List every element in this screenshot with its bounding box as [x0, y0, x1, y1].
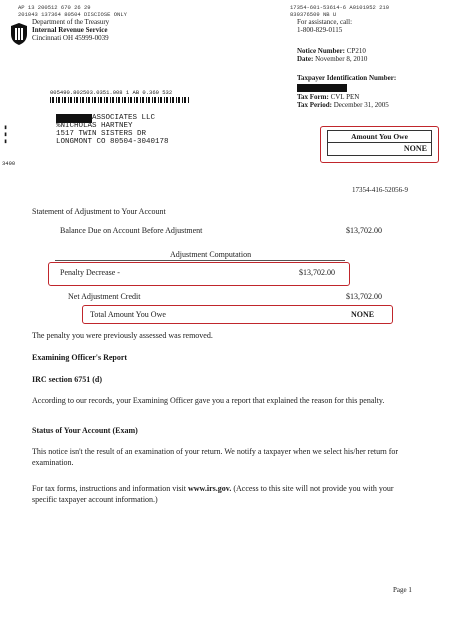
notice-number-label: Notice Number: — [297, 47, 346, 55]
agency-address: Cincinnati OH 45999-0039 — [32, 34, 109, 42]
penalty-value: $13,702.00 — [299, 268, 335, 277]
assistance-label: For assistance, call: — [297, 18, 353, 26]
date-value: November 8, 2010 — [315, 55, 368, 63]
officer-report-heading: Examining Officer's Report — [32, 353, 128, 362]
amount-owed-box — [327, 130, 432, 156]
address-barcode-number: 005490.802503.0351.008 1 AB 0.360 532 — [50, 89, 173, 96]
assistance-phone: 1-800-829-0115 — [297, 26, 343, 34]
tax-form — [297, 93, 359, 101]
page-number: Page 1 — [393, 586, 412, 594]
reference-number: 17354-416-52056-9 — [352, 186, 408, 194]
header-codes-left: AP 13 200512 670 26 29 — [18, 4, 91, 11]
net-adjustment-value: $13,702.00 — [346, 292, 382, 301]
account-status-heading: Status of Your Account (Exam) — [32, 426, 138, 435]
postal-barcode — [50, 97, 190, 103]
total-owed-label: Total Amount You Owe — [90, 310, 166, 319]
agency-name: Internal Revenue Service — [32, 26, 108, 34]
agency-department: Department of the Treasury — [32, 18, 110, 26]
irc-section-heading: IRC section 6751 (d) — [32, 375, 102, 384]
irs-website-link[interactable]: www.irs.gov. — [187, 484, 232, 493]
computation-divider — [55, 260, 345, 261]
balance-label: Balance Due on Account Before Adjustment — [60, 226, 203, 235]
account-status-text: This notice isn't the result of an examination of your return. We notify a taxpayer when we select his/her return for examination. — [32, 447, 399, 467]
tin-label: Taxpayer Identification Number: — [297, 74, 397, 82]
tax-period — [297, 101, 389, 109]
tax-forms-text-post: (Access to this site will not provide you with your specific taxpayer account information.) — [32, 484, 394, 504]
side-number: 3490 — [2, 160, 16, 167]
amount-owed-value: NONE — [403, 144, 427, 153]
notice-date — [297, 55, 367, 63]
irc-section-text: According to our records, your Examining Officer gave you a report that explained the reason for this penalty. — [32, 396, 385, 405]
header-codes-right-2: 830376509 NB U — [290, 11, 337, 18]
balance-value: $13,702.00 — [346, 226, 382, 235]
notice-number — [297, 47, 366, 55]
net-adjustment-label: Net Adjustment Credit — [68, 292, 141, 301]
tax-forms-text — [32, 484, 410, 505]
computation-heading: Adjustment Computation — [170, 250, 252, 259]
header-codes-left-2: 201043 137364 80504 DISCIOSE ONLY — [18, 11, 127, 18]
date-label: Date: — [297, 55, 314, 63]
tax-period-label: Tax Period: — [297, 101, 332, 109]
address-line1: ASSOCIATES LLC — [92, 114, 156, 122]
tax-form-value: CVL PEN — [330, 93, 360, 101]
tax-forms-text-pre: For tax forms, instructions and information visit — [32, 484, 188, 493]
header-codes-right: 17354-601-53614-6 A0101952 210 — [290, 4, 390, 11]
tax-period-value: December 31, 2005 — [333, 101, 389, 109]
total-owed-value: NONE — [351, 310, 375, 319]
tin-redaction — [297, 84, 347, 92]
side-mark-icon: ▮▮▮ — [2, 124, 9, 145]
address-line4: LONGMONT CO 80504-3040178 — [56, 138, 169, 146]
tax-form-label: Tax Form: — [297, 93, 329, 101]
statement-heading: Statement of Adjustment to Your Account — [32, 207, 166, 216]
amount-owed-title: Amount You Owe — [328, 131, 431, 143]
address-line2: %NICHOLAS HARTNEY — [56, 122, 133, 130]
notice-number-value: CP210 — [346, 47, 366, 55]
penalty-label: Penalty Decrease - — [60, 268, 120, 277]
penalty-removed-note: The penalty you were previously assessed was removed. — [32, 331, 213, 340]
address-line3: 1517 TWIN SISTERS DR — [56, 130, 147, 138]
irs-eagle-logo-icon — [8, 22, 30, 46]
